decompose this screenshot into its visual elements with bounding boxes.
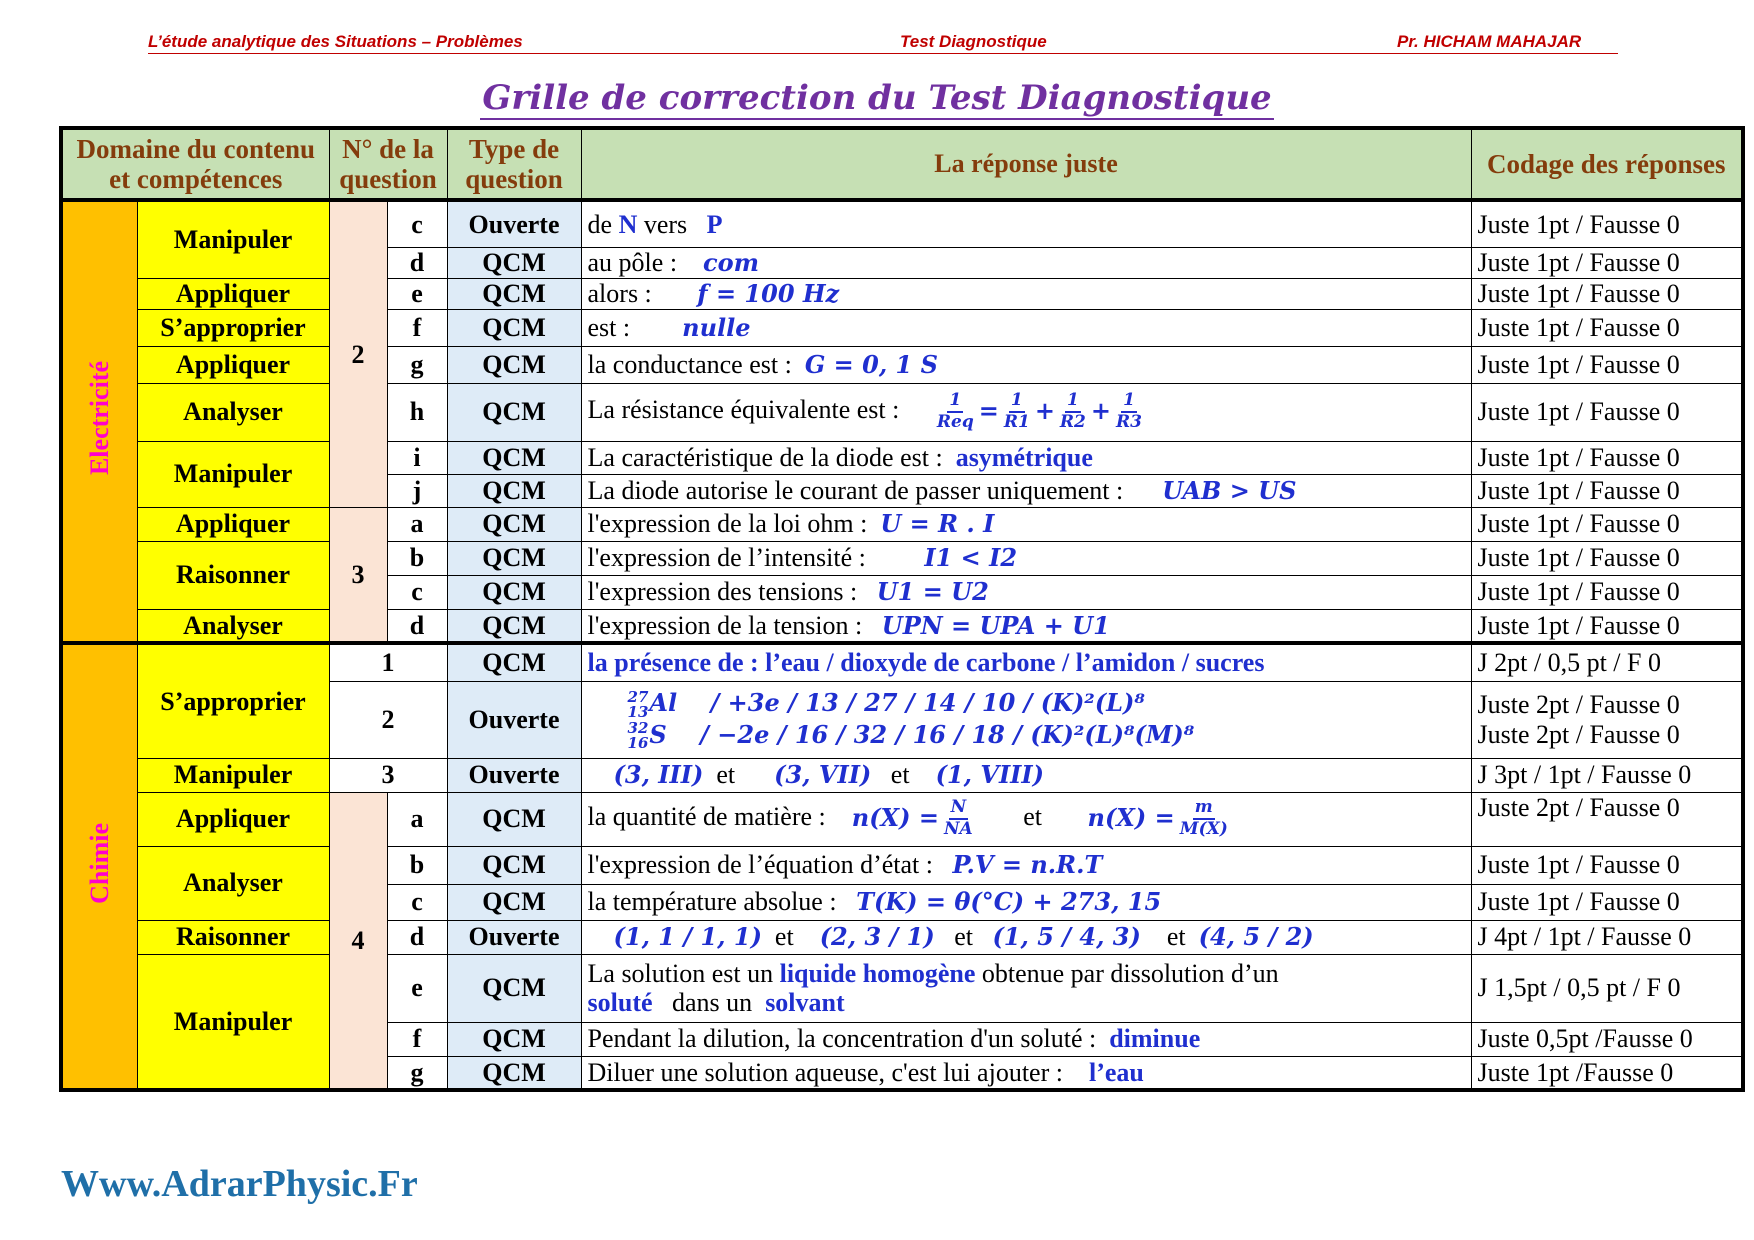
col-header-answer: La réponse juste bbox=[581, 128, 1471, 200]
question-type: QCM bbox=[447, 884, 581, 920]
question-type: QCM bbox=[447, 643, 581, 681]
correction-grid bbox=[59, 126, 1745, 1092]
equivalent-resistance-formula: $\frac{1}{\text{Req}}$ = $\frac{1}{R1}$ + $\frac{1}{R2}$ + $\frac{1}{R3}$ bbox=[936, 390, 1142, 432]
question-type: QCM bbox=[447, 609, 581, 643]
answer-cell: la température absolue : T(K) = θ(°C) + 273, 15 bbox=[581, 884, 1471, 920]
sub-question: h bbox=[387, 383, 447, 441]
header-left: L’étude analytique des Situations – Problèmes bbox=[148, 32, 523, 51]
competence-cell: Manipuler bbox=[137, 954, 329, 1090]
question-number: 3 bbox=[329, 758, 447, 792]
question-type: QCM bbox=[447, 346, 581, 383]
coding-cell: Juste 1pt / Fausse 0 bbox=[1471, 846, 1743, 884]
question-type: QCM bbox=[447, 846, 581, 884]
sub-question: e bbox=[387, 278, 447, 309]
answer-cell: la quantité de matière : n(X) = $\frac{N}{NA}$ et n(X) = $\frac{m}{M(X)}$ bbox=[581, 792, 1471, 846]
table-row bbox=[61, 309, 1743, 346]
coding-cell: Juste 1pt / Fausse 0 bbox=[1471, 474, 1743, 507]
table-row bbox=[61, 758, 1743, 792]
sub-question: a bbox=[387, 792, 447, 846]
col-header-question: N° de la question bbox=[329, 128, 447, 200]
table-row bbox=[61, 954, 1743, 1022]
table-row bbox=[61, 920, 1743, 954]
coding-cell: Juste 1pt / Fausse 0 bbox=[1471, 541, 1743, 575]
coding-cell: Juste 1pt / Fausse 0 bbox=[1471, 609, 1743, 643]
coding-cell: Juste 1pt /Fausse 0 bbox=[1471, 1056, 1743, 1090]
question-type: QCM bbox=[447, 541, 581, 575]
sub-question: i bbox=[387, 441, 447, 474]
answer-cell: La caractéristique de la diode est : asymétrique bbox=[581, 441, 1471, 474]
coding-cell: Juste 1pt / Fausse 0 bbox=[1471, 247, 1743, 278]
table-row bbox=[61, 200, 1743, 247]
question-type: QCM bbox=[447, 1022, 581, 1056]
competence-cell: S’approprier bbox=[137, 309, 329, 346]
competence-cell: Analyser bbox=[137, 383, 329, 441]
competence-cell: Raisonner bbox=[137, 920, 329, 954]
header-right: Pr. HICHAM MAHAJAR bbox=[1397, 32, 1582, 51]
sub-question: b bbox=[387, 846, 447, 884]
competence-cell: Manipuler bbox=[137, 758, 329, 792]
question-type: QCM bbox=[447, 278, 581, 309]
table-row bbox=[61, 609, 1743, 643]
competence-cell: Analyser bbox=[137, 846, 329, 920]
website-link[interactable]: Www.AdrarPhysic.Fr bbox=[61, 1163, 418, 1205]
question-type: Ouverte bbox=[447, 758, 581, 792]
table-row bbox=[61, 346, 1743, 383]
competence-cell: Appliquer bbox=[137, 278, 329, 309]
question-type: QCM bbox=[447, 792, 581, 846]
question-type: QCM bbox=[447, 247, 581, 278]
question-type: QCM bbox=[447, 474, 581, 507]
question-type: Ouverte bbox=[447, 681, 581, 758]
competence-cell: Manipuler bbox=[137, 200, 329, 278]
answer-cell: l'expression de la tension : UPN = UPA + U1 bbox=[581, 609, 1471, 643]
table-row bbox=[61, 507, 1743, 541]
answer-cell: au pôle : com bbox=[581, 247, 1471, 278]
question-type: QCM bbox=[447, 383, 581, 441]
question-type: QCM bbox=[447, 309, 581, 346]
coding-cell: J 4pt / 1pt / Fausse 0 bbox=[1471, 920, 1743, 954]
answer-cell: la présence de : l’eau / dioxyde de carbone / l’amidon / sucres bbox=[581, 643, 1471, 681]
question-type: Ouverte bbox=[447, 200, 581, 247]
coding-cell: Juste 1pt / Fausse 0 bbox=[1471, 346, 1743, 383]
answer-cell: la conductance est : G = 0, 1 S bbox=[581, 346, 1471, 383]
answer-cell: Pendant la dilution, la concentration d'un soluté : diminue bbox=[581, 1022, 1471, 1056]
col-header-type: Type de question bbox=[447, 128, 581, 200]
coding-cell: J 2pt / 0,5 pt / F 0 bbox=[1471, 643, 1743, 681]
question-number: 2 bbox=[329, 200, 387, 507]
sub-question: d bbox=[387, 247, 447, 278]
answer-cell: de N vers P bbox=[581, 200, 1471, 247]
col-header-coding: Codage des réponses bbox=[1471, 128, 1743, 200]
answer-cell: l'expression des tensions : U1 = U2 bbox=[581, 575, 1471, 609]
table-row bbox=[61, 541, 1743, 575]
coding-cell: Juste 1pt / Fausse 0 bbox=[1471, 383, 1743, 441]
question-type: QCM bbox=[447, 507, 581, 541]
competence-cell: Raisonner bbox=[137, 541, 329, 609]
answer-cell: l'expression de l’intensité : I1 < I2 bbox=[581, 541, 1471, 575]
answer-cell: La solution est un liquide homogène obtenue par dissolution d’un soluté dans un solvant bbox=[581, 954, 1471, 1022]
question-number: 1 bbox=[329, 643, 447, 681]
table-row bbox=[61, 441, 1743, 474]
sub-question: c bbox=[387, 884, 447, 920]
question-type: QCM bbox=[447, 441, 581, 474]
table-row bbox=[61, 383, 1743, 441]
coding-cell: Juste 0,5pt /Fausse 0 bbox=[1471, 1022, 1743, 1056]
sub-question: c bbox=[387, 575, 447, 609]
col-header-domain: Domaine du contenu et compétences bbox=[61, 128, 329, 200]
table-row bbox=[61, 278, 1743, 309]
page-title: Grille de correction du Test Diagnostique bbox=[482, 78, 1272, 118]
sub-question: d bbox=[387, 609, 447, 643]
question-type: Ouverte bbox=[447, 920, 581, 954]
coding-cell: Juste 1pt / Fausse 0 bbox=[1471, 278, 1743, 309]
answer-cell: l'expression de la loi ohm : U = R . I bbox=[581, 507, 1471, 541]
question-type: QCM bbox=[447, 1056, 581, 1090]
coding-cell: J 1,5pt / 0,5 pt / F 0 bbox=[1471, 954, 1743, 1022]
sub-question: j bbox=[387, 474, 447, 507]
header-rule bbox=[148, 53, 1618, 54]
coding-cell: Juste 1pt / Fausse 0 bbox=[1471, 200, 1743, 247]
sub-question: f bbox=[387, 309, 447, 346]
competence-cell: Appliquer bbox=[137, 792, 329, 846]
coding-cell: Juste 1pt / Fausse 0 bbox=[1471, 507, 1743, 541]
sub-question: a bbox=[387, 507, 447, 541]
competence-cell: Manipuler bbox=[137, 441, 329, 507]
answer-cell: l'expression de l’équation d’état : P.V = n.R.T bbox=[581, 846, 1471, 884]
answer-cell: La résistance équivalente est : $\frac{1}{\text{Req}}$ = $\frac{1}{R1}$ + $\frac{1}{R2}$ + $\frac{1}{R3}$ bbox=[581, 383, 1471, 441]
coding-cell: Juste 1pt / Fausse 0 bbox=[1471, 884, 1743, 920]
question-number: 2 bbox=[329, 681, 447, 758]
question-number: 3 bbox=[329, 507, 387, 643]
sub-question: c bbox=[387, 200, 447, 247]
coding-cell: Juste 2pt / Fausse 0 bbox=[1471, 792, 1743, 846]
domain-electricite: Electricité bbox=[61, 200, 137, 643]
sub-question: g bbox=[387, 346, 447, 383]
table-row bbox=[61, 643, 1743, 681]
competence-cell: Appliquer bbox=[137, 507, 329, 541]
answer-cell: est : nulle bbox=[581, 309, 1471, 346]
answer-cell: Diluer une solution aqueuse, c'est lui ajouter : l’eau bbox=[581, 1056, 1471, 1090]
coding-cell: J 3pt / 1pt / Fausse 0 bbox=[1471, 758, 1743, 792]
header-center: Test Diagnostique bbox=[900, 32, 1047, 51]
answer-cell: 27 13 Al / +3e / 13 / 27 / 14 / 10 / (K)²(L)⁸ 32 16 S / −2e / 16 / 32 / 16 / 18 / (K)²(L)⁸(M)⁸ bbox=[581, 681, 1471, 758]
coding-cell: Juste 1pt / Fausse 0 bbox=[1471, 309, 1743, 346]
question-number: 4 bbox=[329, 792, 387, 1090]
table-row bbox=[61, 846, 1743, 884]
sub-question: g bbox=[387, 1056, 447, 1090]
answer-cell: (1, 1 / 1, 1) et (2, 3 / 1) et (1, 5 / 4, 3) et (4, 5 / 2) bbox=[581, 920, 1471, 954]
answer-cell: La diode autorise le courant de passer uniquement : UAB > US bbox=[581, 474, 1471, 507]
answer-cell: alors : f = 100 Hz bbox=[581, 278, 1471, 309]
answer-cell: (3, III) et (3, VII) et (1, VIII) bbox=[581, 758, 1471, 792]
coding-cell: Juste 2pt / Fausse 0 Juste 2pt / Fausse 0 bbox=[1471, 681, 1743, 758]
coding-cell: Juste 1pt / Fausse 0 bbox=[1471, 441, 1743, 474]
question-type: QCM bbox=[447, 954, 581, 1022]
competence-cell: Analyser bbox=[137, 609, 329, 643]
table-row bbox=[61, 792, 1743, 846]
competence-cell: Appliquer bbox=[137, 346, 329, 383]
sub-question: d bbox=[387, 920, 447, 954]
sub-question: e bbox=[387, 954, 447, 1022]
coding-cell: Juste 1pt / Fausse 0 bbox=[1471, 575, 1743, 609]
competence-cell: S’approprier bbox=[137, 643, 329, 758]
sub-question: f bbox=[387, 1022, 447, 1056]
question-type: QCM bbox=[447, 575, 581, 609]
domain-chimie: Chimie bbox=[61, 643, 137, 1090]
sub-question: b bbox=[387, 541, 447, 575]
